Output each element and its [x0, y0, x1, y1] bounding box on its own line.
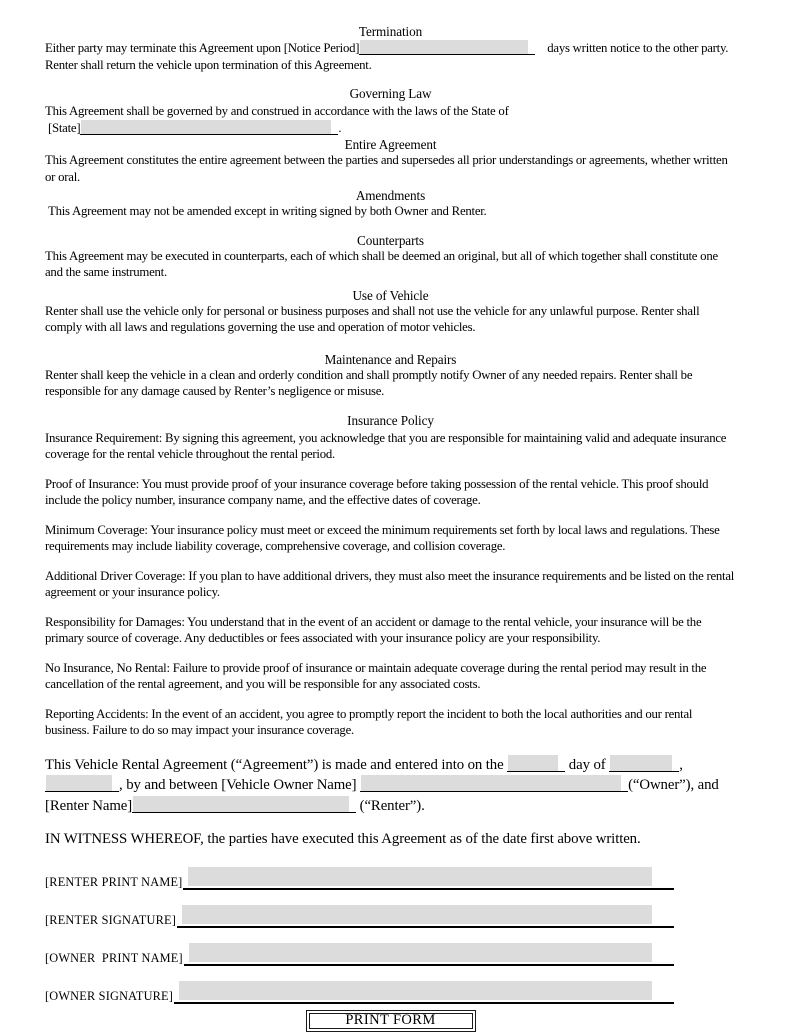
heading-counterparts: Counterparts: [357, 232, 424, 248]
year-field[interactable]: [45, 775, 119, 792]
amendments-paragraph: This Agreement may not be amended except in writing signed by both Owner and Renter.: [48, 204, 487, 218]
owner-print-name-label: [OWNER PRINT NAME]: [45, 950, 183, 965]
heading-maintenance: Maintenance and Repairs: [324, 351, 457, 367]
governing-law-line1: This Agreement shall be governed by and construed in accordance with the laws of the State of: [45, 104, 509, 118]
execution-text-5: (“Owner”), and: [628, 777, 719, 793]
renter-name-field[interactable]: [132, 796, 356, 813]
heading-use-of-vehicle: Use of Vehicle: [352, 287, 429, 303]
entire-agreement-paragraph: This Agreement constitutes the entire agreement between the parties and supersedes all prior understandings or agreements, whether written or oral.: [45, 153, 728, 184]
maintenance-paragraph: Renter shall keep the vehicle in a clean and orderly condition and shall promptly notify Owner of any needed repairs. Renter shall be responsible for any damage caused by Renter’s negligence or misuse.: [45, 367, 693, 398]
heading-insurance-policy: Insurance Policy: [347, 412, 434, 428]
owner-signature-label: [OWNER SIGNATURE]: [45, 988, 174, 1003]
governing-law-period: .: [338, 120, 342, 135]
owner-print-name-line: [184, 940, 674, 966]
execution-line-2: [45, 775, 736, 796]
execution-text-4: , by and between [Vehicle Owner Name]: [119, 777, 357, 793]
execution-line-1: [45, 755, 736, 776]
execution-text-2: day of: [568, 756, 606, 773]
renter-print-name-field[interactable]: [188, 867, 652, 886]
print-form-button[interactable]: PRINT FORM: [306, 1010, 476, 1032]
governing-law-line2: [45, 120, 736, 137]
state-label: [State]: [48, 120, 81, 135]
renter-signature-field[interactable]: [182, 905, 652, 924]
execution-text-1: This Vehicle Rental Agreement (“Agreement”) is made and entered into on the: [45, 756, 504, 773]
witness-clause: IN WITNESS WHEREOF, the parties have executed this Agreement as of the date first above written.: [45, 831, 641, 847]
owner-signature-line: [174, 978, 674, 1004]
heading-amendments: Amendments: [355, 188, 426, 203]
owner-name-field[interactable]: [360, 775, 628, 792]
termination-paragraph: [45, 40, 736, 73]
execution-text-3: ,: [679, 756, 683, 773]
renter-print-name-line: [183, 864, 674, 890]
owner-signature-row: [45, 978, 736, 1004]
insurance-requirement-paragraph: Insurance Requirement: By signing this agreement, you acknowledge that you are responsible for maintaining valid and adequate insurance coverage for the rental vehicle throughout the rental period.: [45, 430, 727, 461]
execution-line-3: [45, 796, 736, 817]
counterparts-paragraph: This Agreement may be executed in counterparts, each of which shall be deemed an original, but all of which together shall constitute one and the same instrument.: [45, 248, 718, 279]
state-field[interactable]: [80, 120, 338, 135]
day-field[interactable]: [507, 755, 565, 772]
signature-block: [45, 864, 736, 1004]
heading-entire-agreement: Entire Agreement: [344, 137, 437, 152]
renter-name-label: [Renter Name]: [45, 797, 133, 814]
renter-signature-label: [RENTER SIGNATURE]: [45, 912, 176, 927]
renter-signature-row: [45, 902, 736, 928]
responsibility-damages-paragraph: Responsibility for Damages: You understand that in the event of an accident or damage to the rental vehicle, your insurance will be the primary source of coverage. Any deductibles or fees associated with your insurance policy are your responsibility.: [45, 614, 702, 645]
renter-print-name-label: [RENTER PRINT NAME]: [45, 874, 183, 889]
no-insurance-paragraph: No Insurance, No Rental: Failure to provide proof of insurance or maintain adequate coverage during the rental period may result in the cancellation of the rental agreement, and you will be responsible for any associated costs.: [45, 660, 707, 691]
notice-period-field[interactable]: [359, 40, 535, 55]
minimum-coverage-paragraph: Minimum Coverage: Your insurance policy must meet or exceed the minimum requirements set forth by local laws and regulations. These requirements may include liability coverage, comprehensive coverage, and collision coverage.: [45, 522, 720, 553]
execution-text-7: (“Renter”).: [359, 797, 425, 814]
use-of-vehicle-paragraph: Renter shall use the vehicle only for personal or business purposes and shall not use the vehicle for any unlawful purpose. Renter shall comply with all laws and regulations governing the use and operation of motor vehicles.: [45, 303, 700, 334]
month-field[interactable]: [609, 755, 679, 772]
renter-signature-line: [177, 902, 674, 928]
owner-print-name-row: [45, 940, 736, 966]
owner-signature-field[interactable]: [179, 981, 652, 1000]
termination-text-before: Either party may terminate this Agreement upon [Notice Period]: [45, 41, 360, 55]
renter-print-name-row: [45, 864, 736, 890]
additional-driver-paragraph: Additional Driver Coverage: If you plan to have additional drivers, they must also meet the insurance requirements and be listed on the rental agreement or your insurance policy.: [45, 568, 735, 599]
heading-governing-law: Governing Law: [349, 86, 432, 101]
owner-print-name-field[interactable]: [189, 943, 652, 962]
proof-of-insurance-paragraph: Proof of Insurance: You must provide proof of your insurance coverage before taking possession of the rental vehicle. This proof should include the policy number, insurance company name, and the effective dates of coverage.: [45, 476, 709, 507]
termination-text-after: days written notice to the other party. Renter shall return the vehicle upon termination of this Agreement.: [45, 41, 729, 72]
reporting-accidents-paragraph: Reporting Accidents: In the event of an accident, you agree to promptly report the incident to both the local authorities and our rental business. Failure to do so may impact your insurance coverage.: [45, 706, 693, 737]
heading-termination: Termination: [358, 24, 423, 39]
